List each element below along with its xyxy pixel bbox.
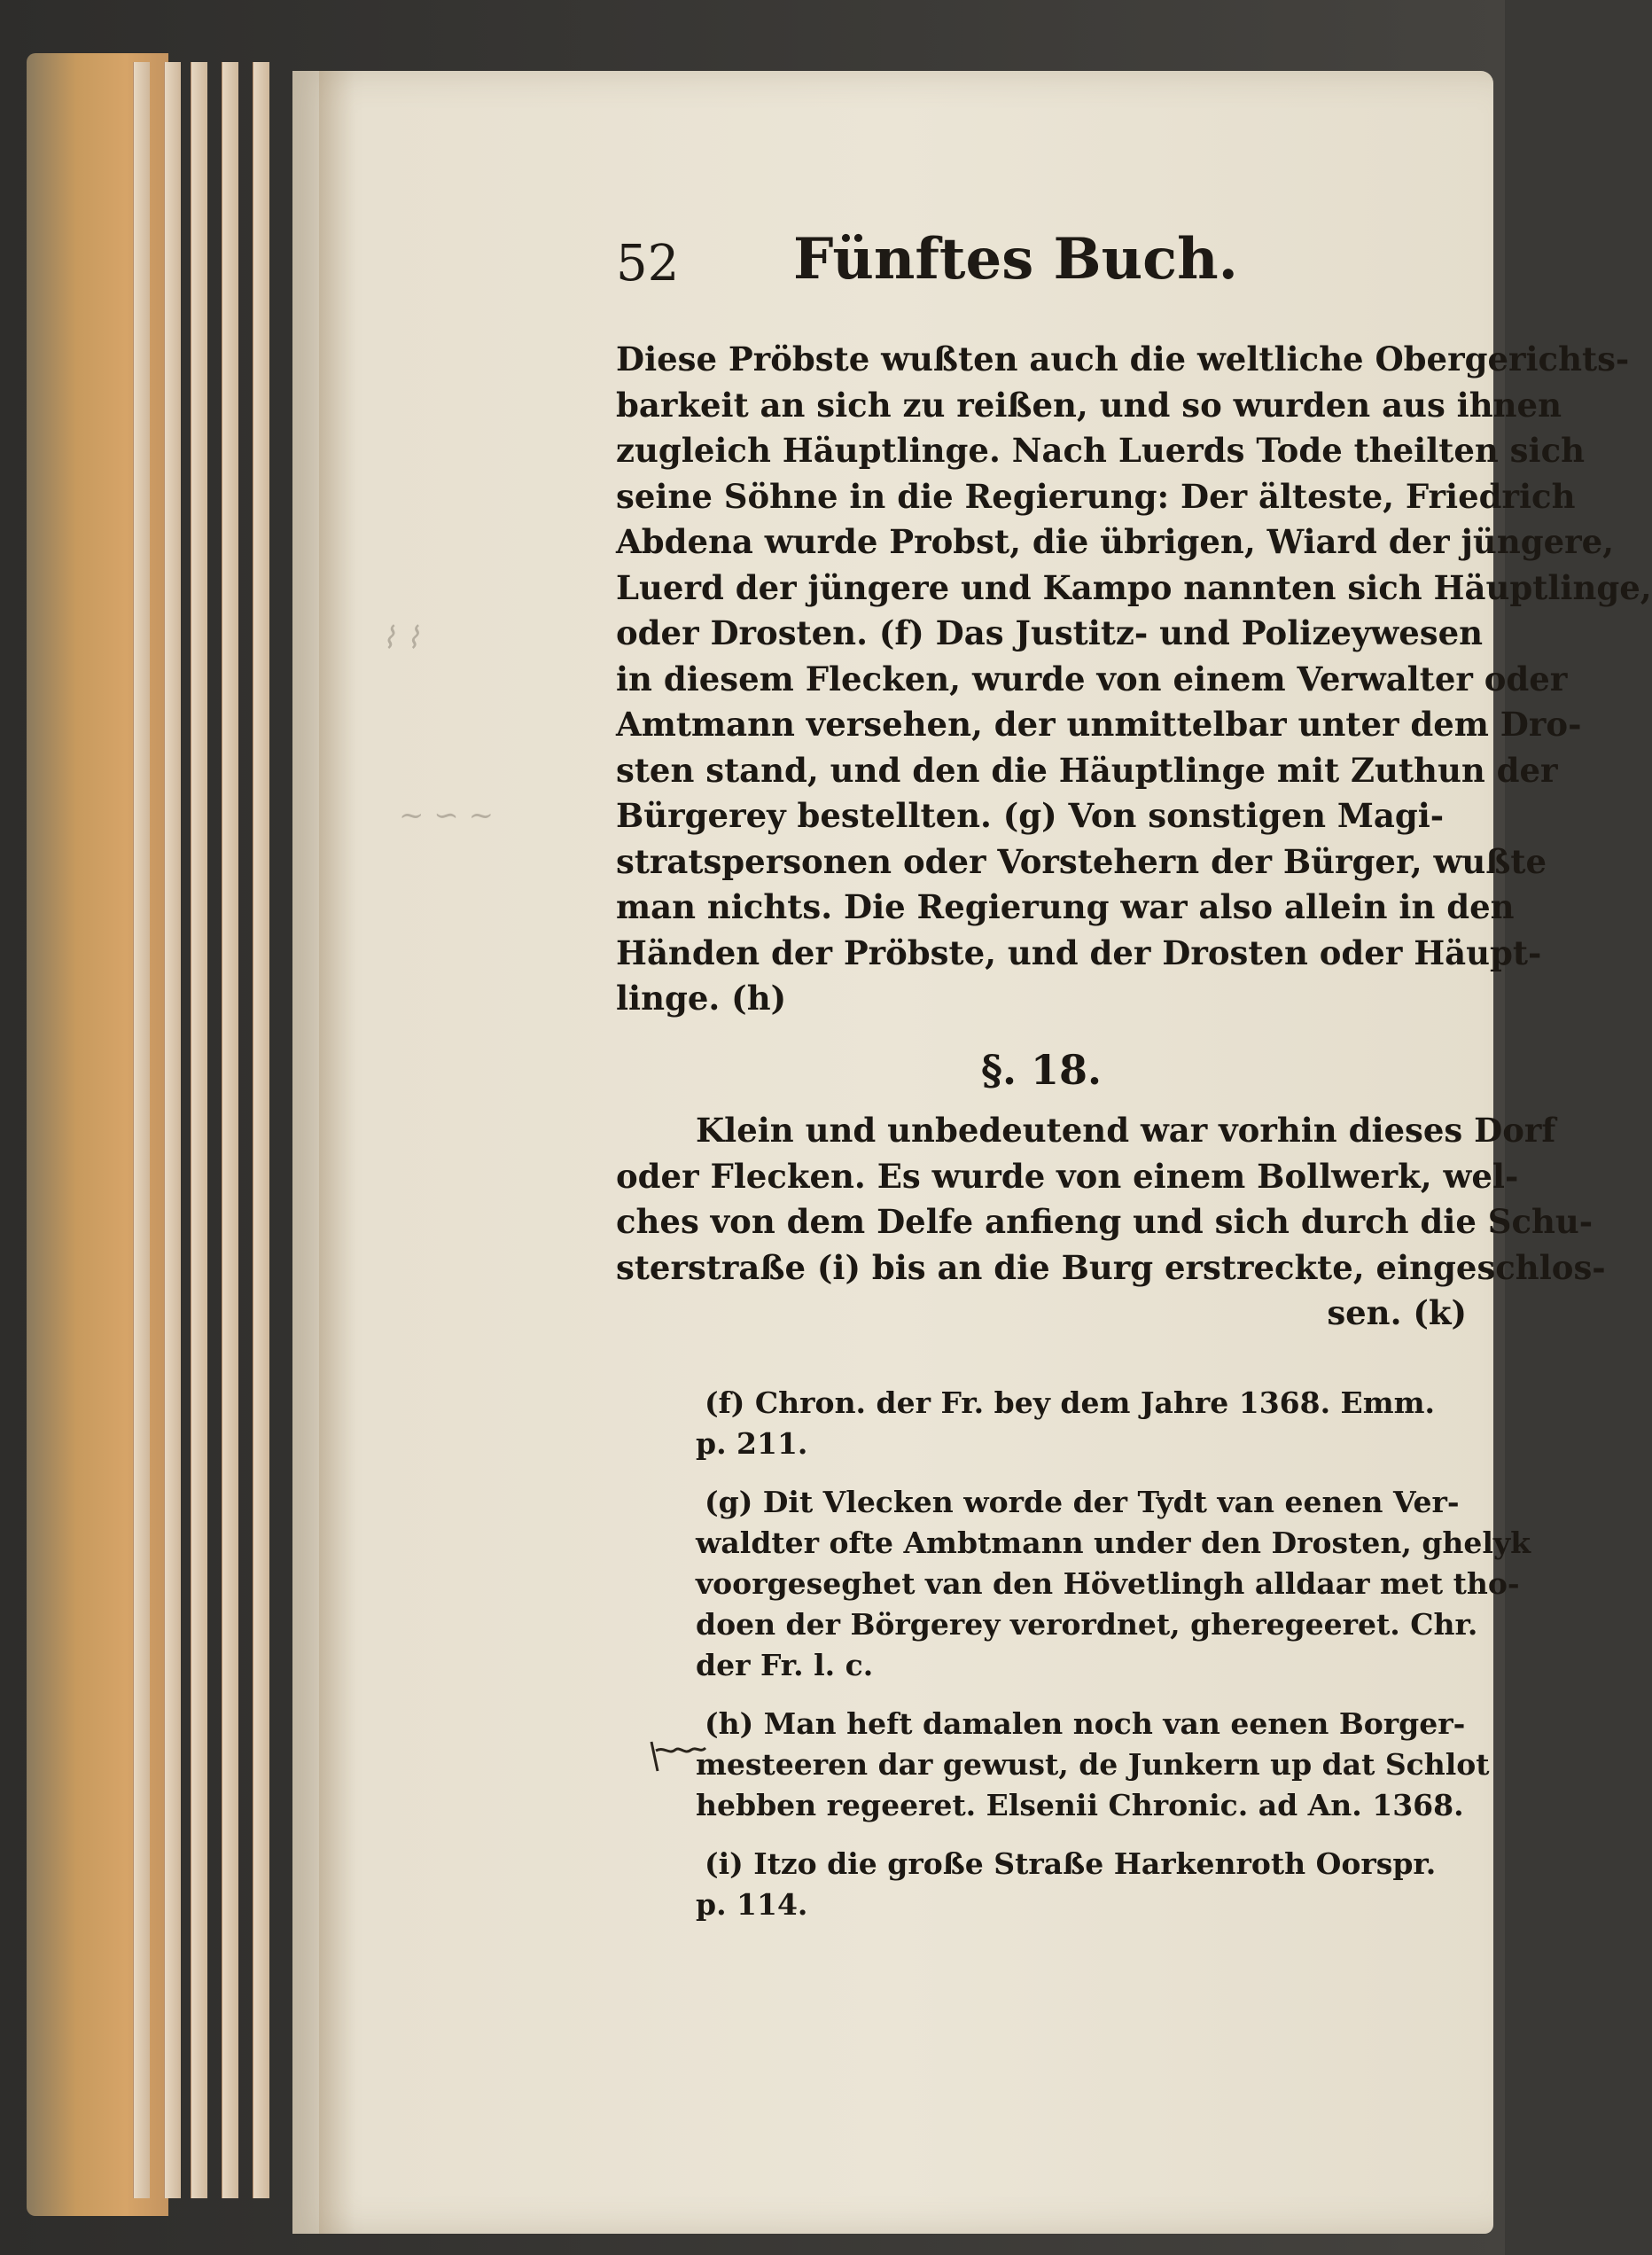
page-header xyxy=(616,226,1467,306)
text-line: linge. (h) xyxy=(616,979,787,1018)
handwritten-annotation xyxy=(647,1737,709,1773)
footnote-line: (f) Chron. der Fr. bey dem Jahre 1368. Emm. xyxy=(705,1385,1436,1420)
text-line: Luerd der jüngere und Kampo nannten sich Häuptlinge, xyxy=(616,567,1652,607)
footnote-line: voorgeseghet van den Hövetlingh alldaar met tho- xyxy=(696,1566,1520,1601)
text-line: sten stand, und den die Häuptlinge mit Zuthun der xyxy=(616,750,1558,790)
page-number: 52 xyxy=(616,235,680,293)
footnote-line: p. 114. xyxy=(696,1887,808,1922)
text-line: man nichts. Die Regierung war also allein in den xyxy=(616,887,1515,926)
text-line: stratspersonen oder Vorstehern der Bürger, wußte xyxy=(616,841,1547,881)
page-gutter-shadow xyxy=(319,71,355,2234)
footnote-line: der Fr. l. c. xyxy=(696,1648,874,1682)
page-edge xyxy=(133,62,150,2198)
footnote xyxy=(696,1844,1467,1925)
text-line: oder Flecken. Es wurde von einem Bollwerk, wel- xyxy=(616,1156,1519,1196)
text-line: Klein und unbedeutend war vorhin dieses Dorf xyxy=(696,1111,1556,1150)
text-line: in diesem Flecken, wurde von einem Verwalter oder xyxy=(616,659,1568,698)
footnote-line: (g) Dit Vlecken worde der Tydt van eenen Ver- xyxy=(705,1485,1460,1519)
page-edge xyxy=(191,62,207,2198)
page-edge xyxy=(222,62,238,2198)
footnote-line: (h) Man heft damalen noch van eenen Borger- xyxy=(705,1706,1466,1741)
footnote-line: mesteeren dar gewust, de Junkern up dat Schlot xyxy=(696,1747,1490,1782)
pencil-scribble: ⌇ ⌇ xyxy=(381,620,421,656)
pencil-scribble: ~ ∽ ~ xyxy=(399,798,495,833)
text-line: oder Drosten. (f) Das Justitz- und Polizeywesen xyxy=(616,613,1484,652)
paragraph-1 xyxy=(616,337,1652,1022)
text-line: barkeit an sich zu reißen, und so wurden aus ihnen xyxy=(616,385,1562,425)
text-line: Diese Pröbste wußten auch die weltliche Obergerichts- xyxy=(616,339,1630,378)
paragraph-2 xyxy=(616,1108,1606,1337)
footnote-line: doen der Börgerey verordnet, gheregeeret. Chr. xyxy=(696,1607,1478,1642)
footnote xyxy=(696,1704,1490,1826)
text-line: zugleich Häuptlinge. Nach Luerds Tode theilten sich xyxy=(616,431,1585,470)
text-line: Abdena wurde Probst, die übrigen, Wiard der jüngere, xyxy=(616,522,1615,561)
footnote xyxy=(696,1383,1467,1464)
text-line: Händen der Pröbste, und der Drosten oder Häupt- xyxy=(616,932,1542,972)
page-edge xyxy=(253,62,269,2198)
text-line: sterstraße (i) bis an die Burg erstreckte, eingeschlos- xyxy=(616,1247,1606,1287)
text-line: sen. (k) xyxy=(1327,1293,1467,1332)
text-line: seine Söhne in die Regierung: Der älteste, Friedrich xyxy=(616,476,1576,516)
footnotes xyxy=(696,1383,1531,1943)
text-line: ches von dem Delfe anfieng und sich durch die Schu- xyxy=(616,1202,1594,1241)
section-heading: §. 18. xyxy=(980,1046,1103,1094)
footnote-line: (i) Itzo die große Straße Harkenroth Oorspr. xyxy=(705,1846,1437,1881)
footnote-line: waldter ofte Ambtmann under den Drosten, ghelyk xyxy=(696,1525,1531,1560)
footnote xyxy=(696,1482,1531,1686)
text-line: Amtmann versehen, der unmittelbar unter dem Dro- xyxy=(616,705,1582,744)
footnote-line: hebben regeeret. Elsenii Chronic. ad An. 1368. xyxy=(696,1788,1464,1822)
page-edge xyxy=(164,62,181,2198)
footnote-line: p. 211. xyxy=(696,1426,808,1461)
text-line: Bürgerey bestellten. (g) Von sonstigen Magi- xyxy=(616,796,1445,835)
running-head: Fünftes Buch. xyxy=(793,226,1238,293)
